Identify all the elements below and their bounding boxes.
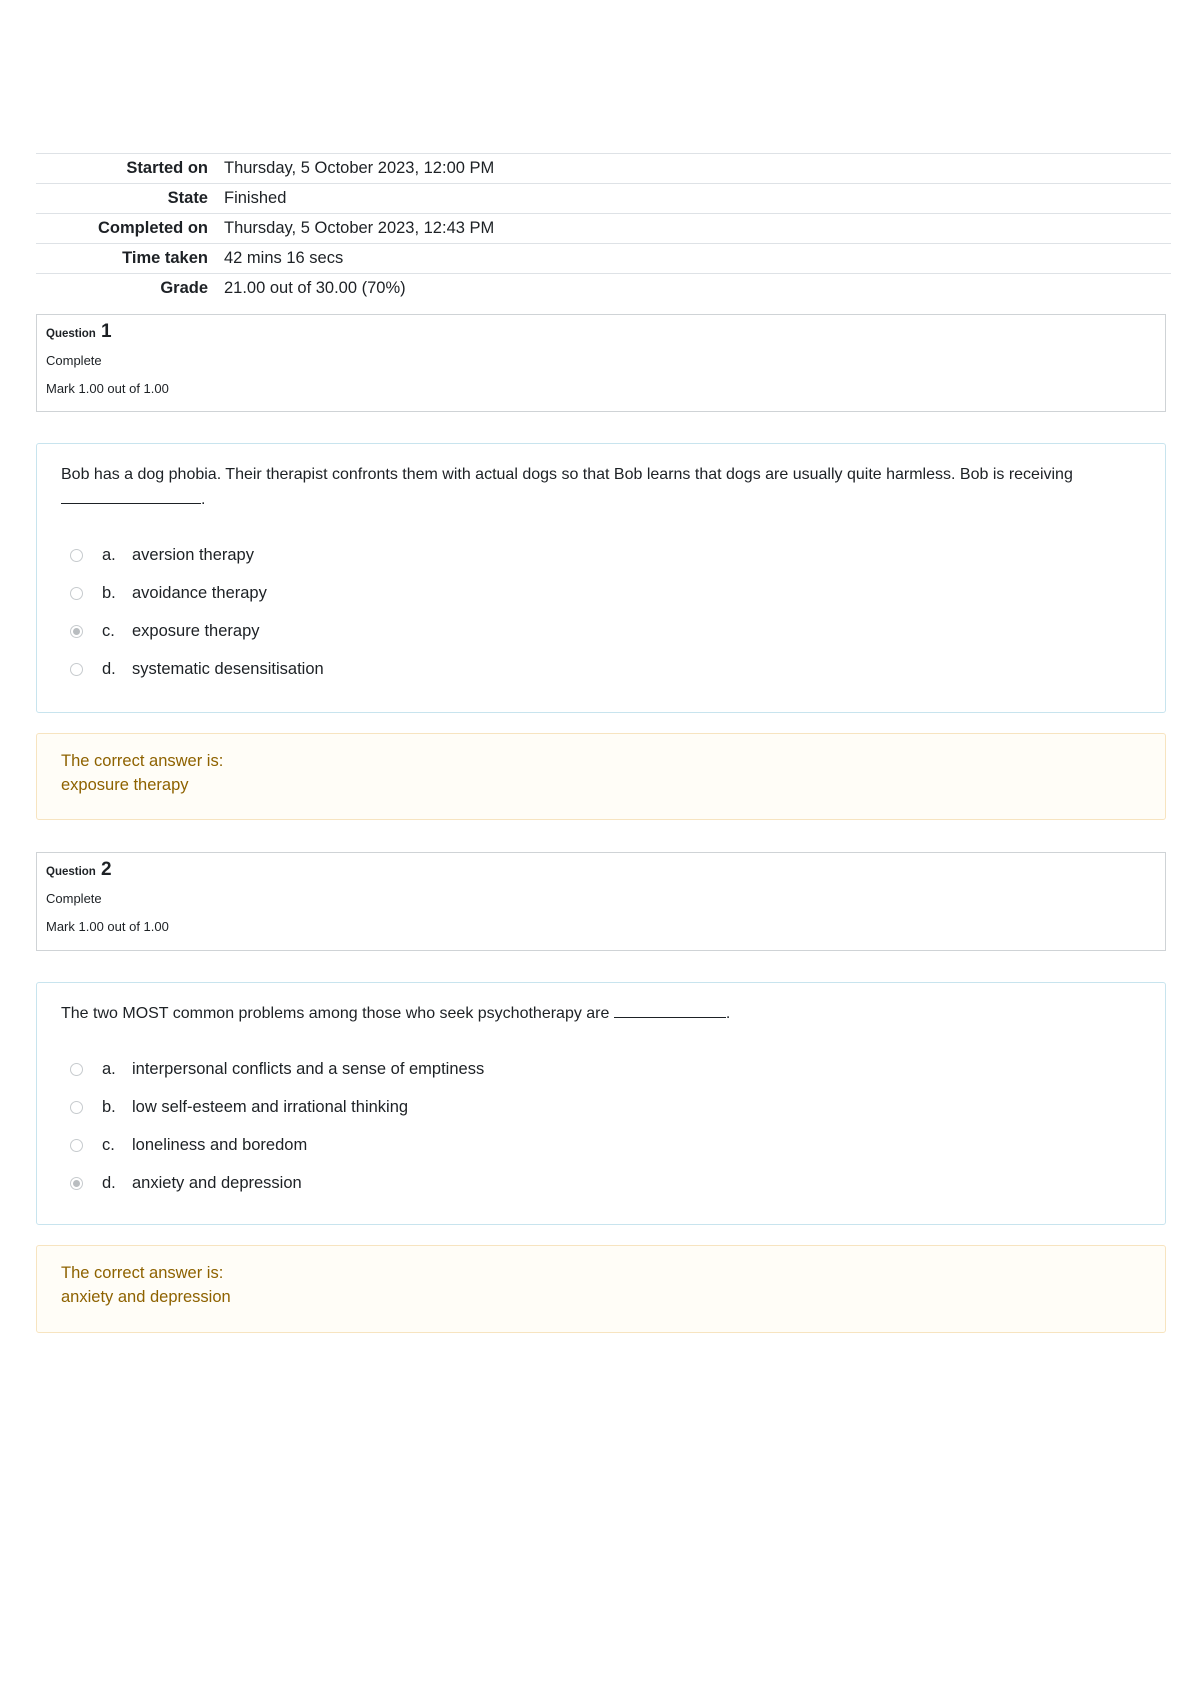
radio-button[interactable]	[70, 587, 83, 600]
summary-label: State	[167, 189, 208, 207]
answer-letter: b.	[102, 1097, 116, 1116]
question-state: Complete	[46, 353, 102, 368]
summary-label: Time taken	[122, 249, 208, 267]
feedback-heading: The correct answer is:	[61, 752, 224, 770]
answer-blank	[614, 1003, 726, 1018]
answer-letter: a.	[102, 545, 116, 564]
question-state: Complete	[46, 891, 102, 906]
question-label: Question	[46, 866, 96, 878]
question-label: Question	[46, 328, 96, 340]
answer-option[interactable]	[61, 650, 1141, 688]
summary-value: Thursday, 5 October 2023, 12:00 PM	[224, 159, 495, 177]
summary-value: 21.00 out of 30.00 (70%)	[224, 279, 406, 297]
answer-option[interactable]	[61, 1050, 1141, 1088]
radio-button[interactable]	[70, 663, 83, 676]
feedback-answer: exposure therapy	[61, 776, 189, 794]
summary-value: 42 mins 16 secs	[224, 249, 344, 267]
question-2-info	[36, 852, 1166, 951]
answer-option-selected[interactable]	[61, 1164, 1141, 1202]
question-text-end: .	[201, 491, 206, 508]
answer-letter: a.	[102, 1059, 116, 1078]
answer-text: aversion therapy	[132, 545, 254, 564]
summary-row-state	[36, 184, 1171, 214]
answer-text: exposure therapy	[132, 621, 260, 640]
answer-text: systematic desensitisation	[132, 659, 324, 678]
radio-button[interactable]	[70, 1139, 83, 1152]
answer-letter: d.	[102, 1173, 116, 1192]
question-number-value: 2	[101, 859, 112, 880]
attempt-summary-table	[36, 153, 1171, 303]
answer-letter: d.	[102, 659, 116, 678]
question-text-end: .	[725, 1005, 731, 1022]
question-grade: Mark 1.00 out of 1.00	[46, 919, 169, 934]
question-text	[61, 462, 1141, 512]
summary-row-time-taken	[36, 244, 1171, 274]
answer-letter: c.	[102, 1135, 115, 1154]
question-text-body: Bob has a dog phobia. Their therapist confronts them with actual dogs so that Bob learns that dogs are usually quite harmless. Bob is receiving	[61, 466, 1073, 483]
question-1-info	[36, 314, 1166, 412]
answer-text: low self-esteem and irrational thinking	[132, 1097, 409, 1116]
feedback-answer: anxiety and depression	[61, 1288, 231, 1306]
answer-text: interpersonal conflicts and a sense of emptiness	[132, 1059, 485, 1078]
summary-label: Started on	[126, 159, 208, 177]
question-1-content	[36, 443, 1166, 713]
summary-row-grade	[36, 274, 1171, 304]
summary-label: Completed on	[98, 219, 208, 237]
radio-button[interactable]	[70, 549, 83, 562]
answer-option[interactable]	[61, 1126, 1141, 1164]
radio-button-checked[interactable]	[70, 625, 83, 638]
question-2-content	[36, 982, 1166, 1225]
question-number	[46, 321, 1165, 343]
answer-text: loneliness and boredom	[132, 1135, 308, 1154]
summary-value: Thursday, 5 October 2023, 12:43 PM	[224, 219, 495, 237]
answer-options	[61, 536, 1141, 688]
answer-text: anxiety and depression	[132, 1173, 302, 1192]
radio-button[interactable]	[70, 1063, 83, 1076]
answer-option[interactable]	[61, 574, 1141, 612]
question-number	[46, 859, 1165, 881]
answer-options	[61, 1050, 1141, 1202]
summary-label: Grade	[160, 279, 208, 297]
radio-button-checked[interactable]	[70, 1177, 83, 1190]
answer-text: avoidance therapy	[132, 583, 267, 602]
summary-value: Finished	[224, 189, 287, 207]
answer-letter: c.	[102, 621, 115, 640]
radio-button[interactable]	[70, 1101, 83, 1114]
question-1-feedback	[36, 733, 1166, 820]
answer-option[interactable]	[61, 536, 1141, 574]
question-number-value: 1	[101, 321, 112, 342]
question-text-body: The two MOST common problems among those who seek psychotherapy are	[61, 1005, 610, 1022]
answer-letter: b.	[102, 583, 116, 602]
answer-blank	[61, 489, 201, 504]
answer-option-selected[interactable]	[61, 612, 1141, 650]
summary-row-started	[36, 154, 1171, 184]
summary-row-completed	[36, 214, 1171, 244]
question-text	[61, 1001, 1141, 1026]
question-2-feedback	[36, 1245, 1166, 1333]
answer-option[interactable]	[61, 1088, 1141, 1126]
question-grade: Mark 1.00 out of 1.00	[46, 381, 169, 396]
feedback-heading: The correct answer is:	[61, 1264, 224, 1282]
